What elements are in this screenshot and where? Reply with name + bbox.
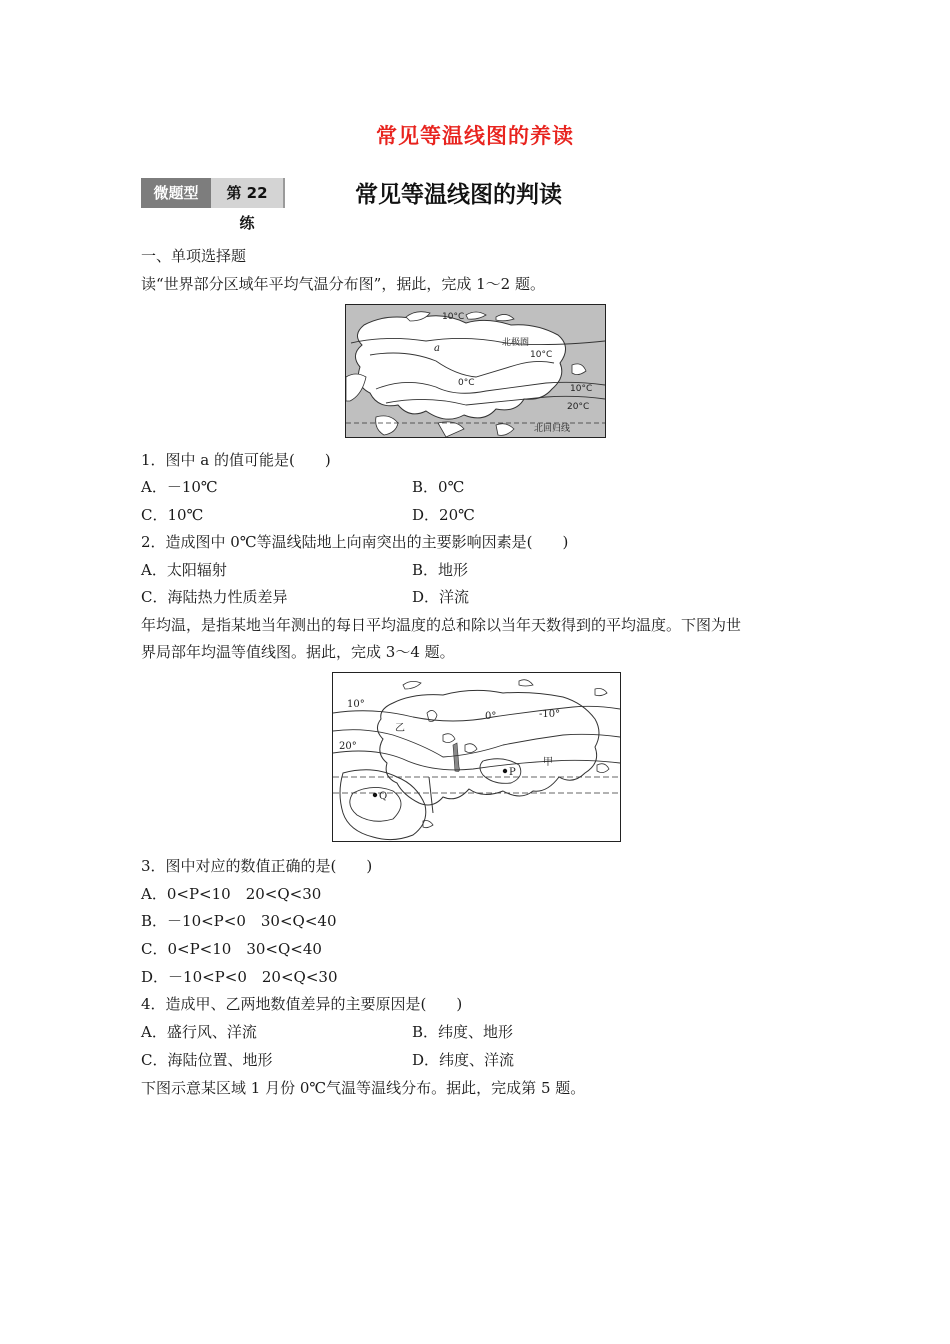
q4-option-d[interactable]: D．纬度、洋流: [412, 1051, 515, 1069]
page-title: 常见等温线图的判读: [355, 182, 562, 208]
intro-q3-4-line1: 年均温，是指某地当年测出的每日平均温度的总和除以当年天数得到的平均温度。下图为世: [141, 616, 742, 634]
exercise-tag: [141, 178, 285, 232]
map-annual-mean-isotherms: [332, 672, 621, 842]
q2-option-c[interactable]: C．海陆热力性质差异: [141, 588, 288, 606]
q3-option-c[interactable]: C．0<P<10 30<Q<40: [141, 940, 322, 958]
question-2-stem: 2．造成图中 0℃等温线陆地上向南突出的主要影响因素是( ): [141, 533, 569, 551]
intro-q5: 下图示意某区域 1 月份 0℃气温等温线分布。据此，完成第 5 题。: [141, 1079, 586, 1097]
question-1-stem: 1．图中 a 的值可能是( ): [141, 451, 331, 469]
q1-option-d[interactable]: D．20℃: [412, 506, 475, 524]
q1-option-b[interactable]: B．0℃: [412, 478, 465, 496]
map1-label-0c: 0°C: [458, 378, 475, 388]
intro-q1-2: 读“世界部分区域年平均气温分布图”，据此，完成 1～2 题。: [141, 275, 545, 293]
intro-q3-4-line2: 界局部年均温等值线图。据此，完成 3～4 题。: [141, 643, 455, 661]
map2-label-minus10deg: -10°: [539, 709, 561, 720]
q2-option-b[interactable]: B．地形: [412, 561, 469, 579]
map1-label-10c-top: 10°C: [442, 312, 465, 322]
q4-option-a[interactable]: A．盛行风、洋流: [141, 1023, 257, 1041]
q3-option-d[interactable]: D．－10<P<0 20<Q<30: [141, 968, 338, 986]
map1-label-a: a: [434, 343, 440, 354]
document-red-title: 常见等温线图的养读: [376, 124, 574, 148]
map1-label-10c-right: 10°C: [530, 350, 553, 360]
map2-label-p: P: [509, 767, 516, 778]
q3-option-b[interactable]: B．－10<P<0 30<Q<40: [141, 912, 337, 930]
q1-option-c[interactable]: C．10℃: [141, 506, 204, 524]
q1-option-a[interactable]: A．－10℃: [141, 478, 218, 496]
q4-option-c[interactable]: C．海陆位置、地形: [141, 1051, 273, 1069]
q3-option-a[interactable]: A．0<P<10 20<Q<30: [141, 885, 322, 903]
map2-label-jia: 甲: [543, 757, 553, 768]
map2-label-q: Q: [379, 791, 388, 802]
map1-label-20c: 20°C: [567, 402, 590, 412]
question-3-stem: 3．图中对应的数值正确的是( ): [141, 857, 373, 875]
map2-label-0deg: 0°: [485, 711, 497, 722]
map1-label-tropic: 北回归线: [534, 424, 571, 434]
map2-label-10deg: 10°: [347, 699, 365, 710]
tag-category: 微题型: [141, 178, 211, 208]
map1-label-10c: 10°C: [570, 384, 593, 394]
section-heading: 一、单项选择题: [141, 247, 247, 265]
map2-label-yi: 乙: [395, 723, 405, 734]
q4-option-b[interactable]: B．纬度、地形: [412, 1023, 514, 1041]
tag-number: 第 22 练: [211, 178, 285, 208]
q2-option-d[interactable]: D．洋流: [412, 588, 470, 606]
map2-label-20deg: 20°: [339, 741, 357, 752]
q2-option-a[interactable]: A．太阳辐射: [141, 561, 227, 579]
map-world-annual-temp: [345, 304, 606, 438]
map1-label-arctic-circle: 北极圈: [502, 338, 530, 348]
question-4-stem: 4．造成甲、乙两地数值差异的主要原因是( ): [141, 995, 463, 1013]
